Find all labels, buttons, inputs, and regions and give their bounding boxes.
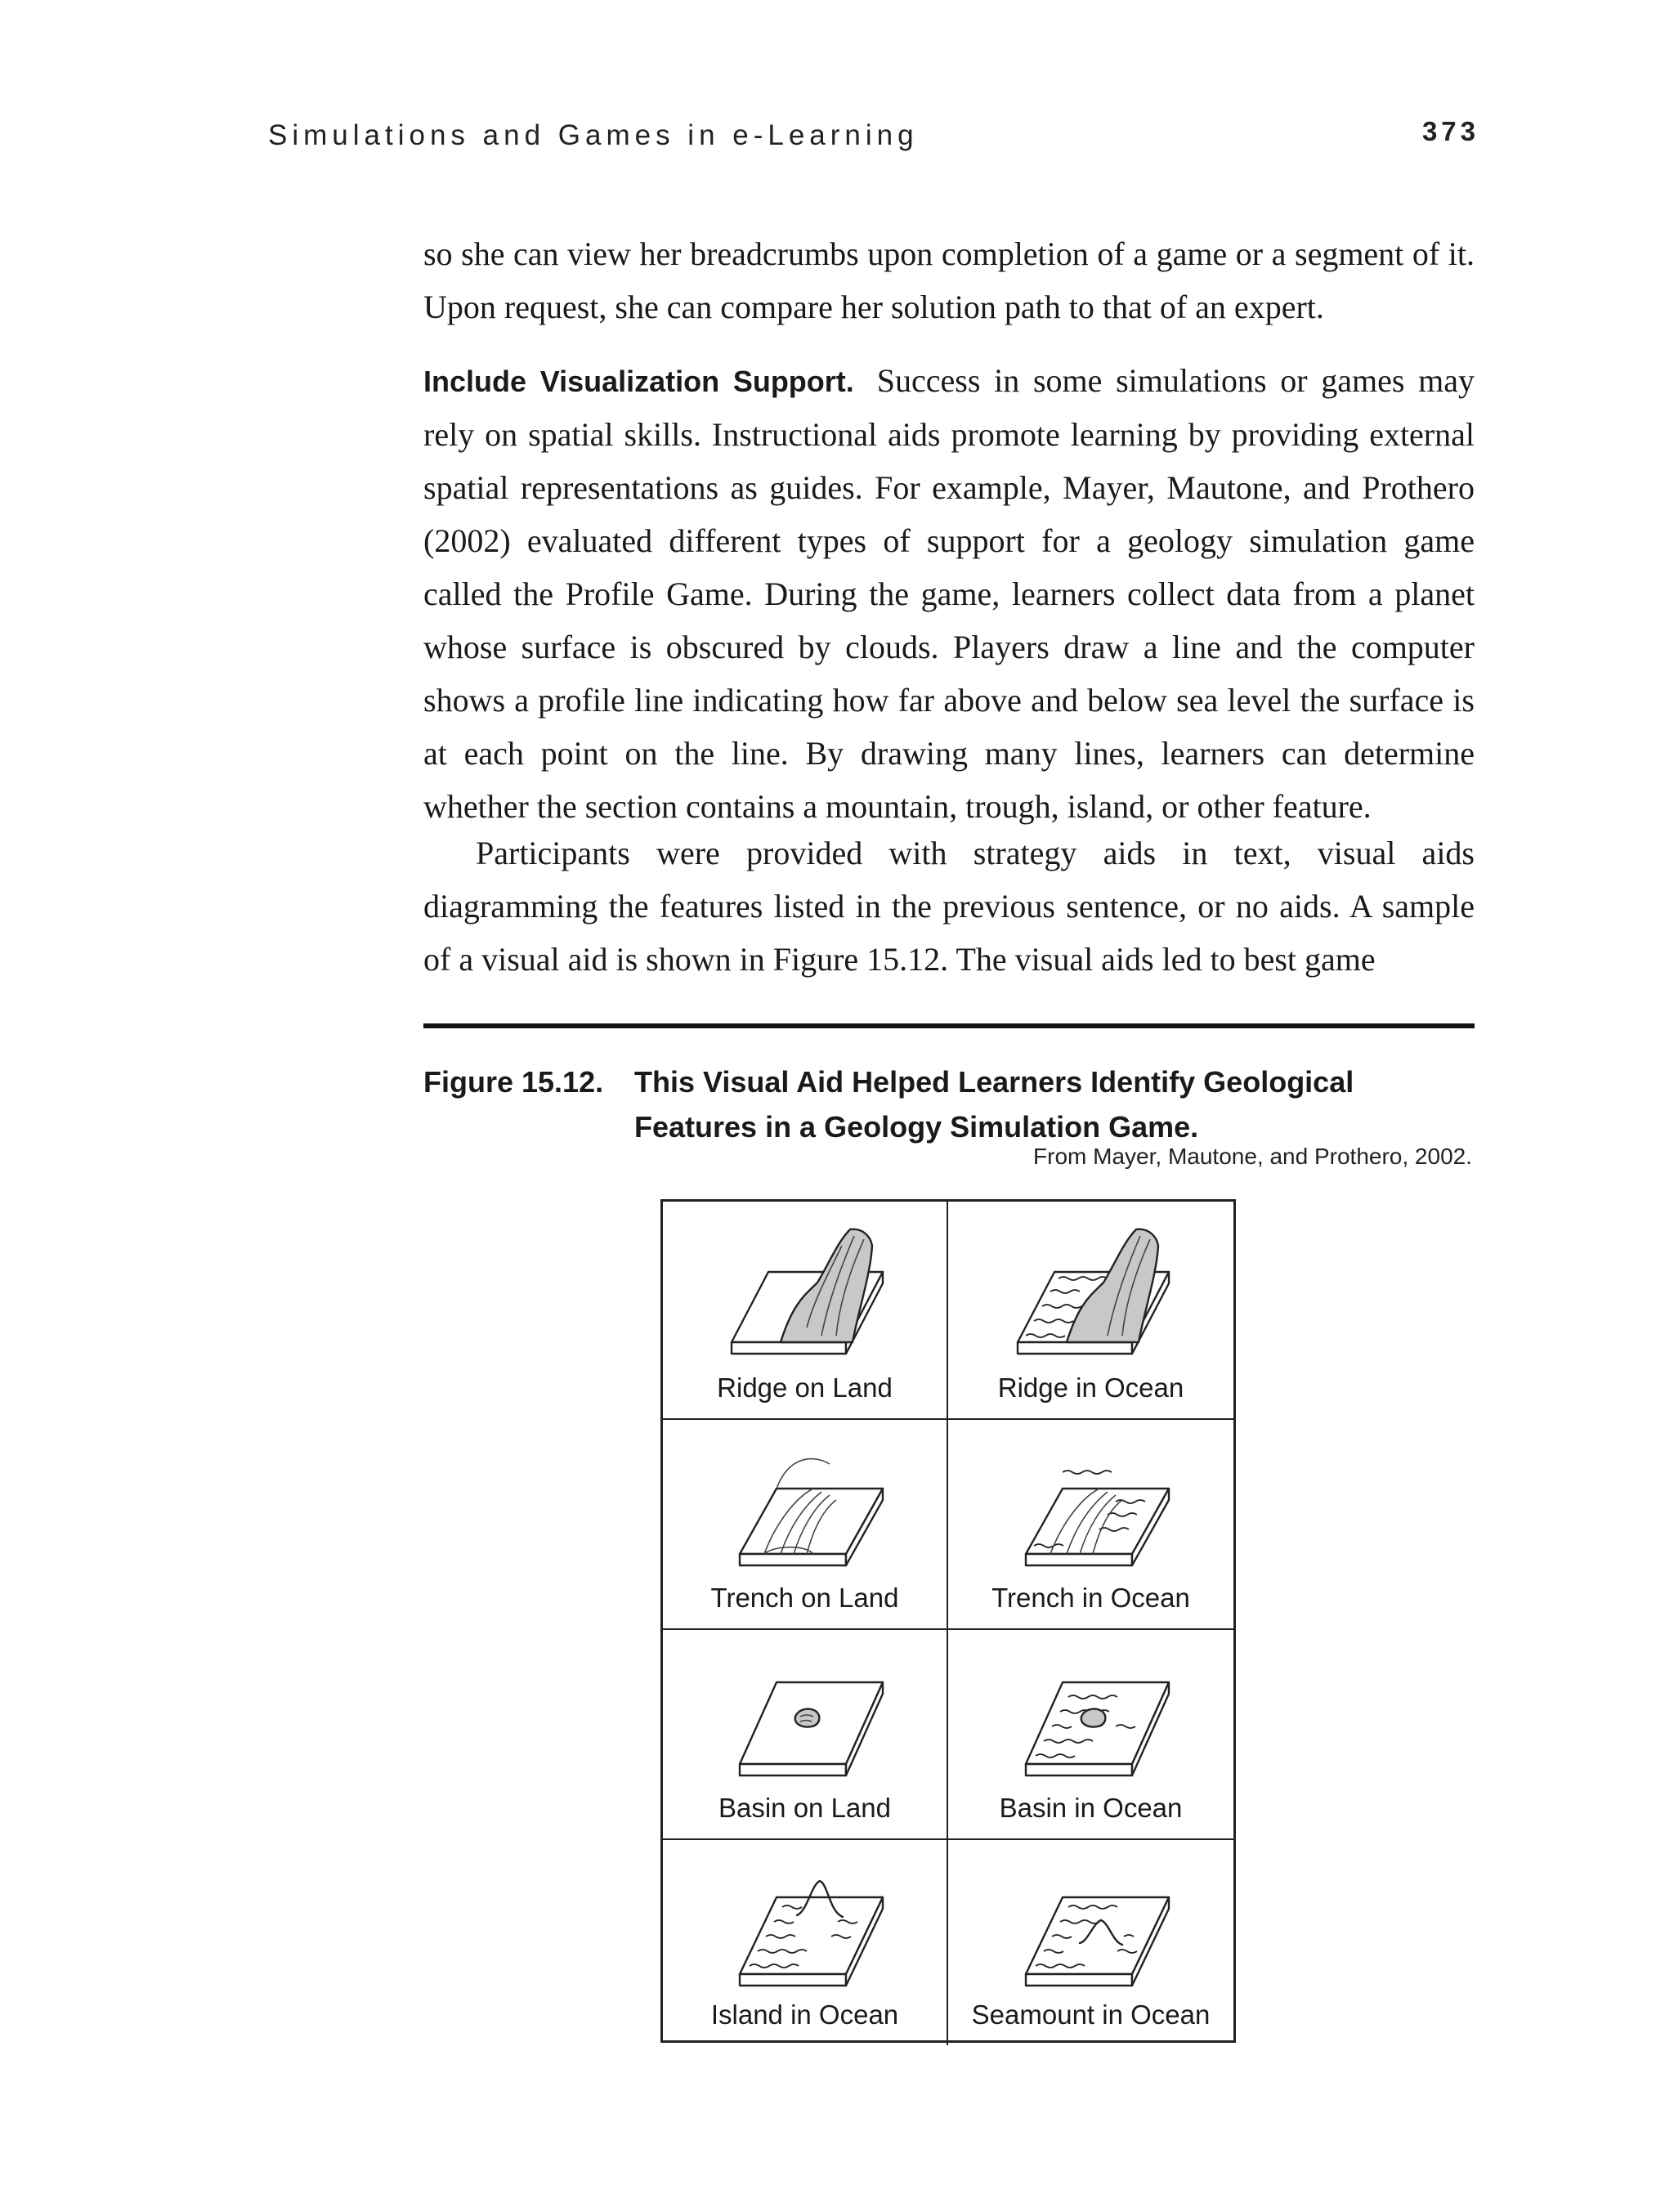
figure-cell [948, 1840, 1233, 2045]
trench-land-icon [715, 1431, 895, 1587]
basin-land-icon [715, 1641, 895, 1797]
paragraph-3: Participants were provided with strategy aids in text, visual aids diagramming the features listed in the previous sentence, or no aids. A sample of a visual aid is shown in Figure 15.12. The visual aids led to best game [423, 835, 1475, 978]
figure-cell [948, 1420, 1233, 1630]
figure-cell [663, 1840, 948, 2045]
ridge-ocean-icon [1001, 1213, 1181, 1368]
seamount-ocean-icon [1001, 1852, 1181, 2007]
cell-label: Basin on Land [718, 1793, 891, 1823]
page-number: 373 [1421, 116, 1479, 146]
cell-label: Basin in Ocean [999, 1793, 1183, 1823]
figure-cell [663, 1202, 948, 1420]
run-in-heading: Include Visualization Support. [423, 365, 854, 398]
figure-cell [663, 1630, 948, 1840]
basin-ocean-icon [1001, 1641, 1181, 1797]
paragraph-2 [423, 354, 1475, 833]
cell-label: Trench in Ocean [991, 1583, 1190, 1613]
paragraph-2-text: Success in some simulations or games may rely on spatial skills. Instructional aids promote learning by providing external spatial representations as guides. For example, Mayer, Mautone, and Prothero (2002) evaluated different types of support for a geology simulation game called the Profile Game. During the game, learners collect data from a planet whose surface is obscured by clouds. Players draw a line and the computer shows a profile line indicating how far above and below sea level the surface is at each point on the line. By drawing many lines, learners can determine whether the section contains a mountain, trough, island, or other feature. [423, 362, 1475, 825]
figure-caption [423, 1059, 1475, 1149]
island-ocean-icon [715, 1852, 895, 2007]
figure-grid [660, 1199, 1236, 2043]
cell-label: Trench on Land [710, 1583, 899, 1613]
figure-cell [663, 1420, 948, 1630]
cell-label: Ridge on Land [717, 1372, 893, 1403]
figure-title: This Visual Aid Helped Learners Identify Geological Features in a Geology Simulation Game. [634, 1065, 1354, 1144]
paragraph-1: so she can view her breadcrumbs upon completion of a game or a segment of it. Upon request, she can compare her solution path to that of an expert. [423, 235, 1475, 325]
figure-cell [948, 1630, 1233, 1840]
figure-cell [948, 1202, 1233, 1420]
cell-label: Ridge in Ocean [997, 1372, 1184, 1403]
cell-label: Island in Ocean [710, 1999, 899, 2030]
ridge-land-icon [715, 1213, 895, 1368]
figure-rule [423, 1023, 1475, 1028]
running-head: Simulations and Games in e-Learning [268, 119, 919, 151]
trench-ocean-icon [1001, 1431, 1181, 1587]
figure-label: Figure 15.12. [423, 1065, 604, 1099]
cell-label: Seamount in Ocean [971, 1999, 1211, 2030]
figure-source: From Mayer, Mautone, and Prothero, 2002. [1033, 1144, 1472, 1169]
